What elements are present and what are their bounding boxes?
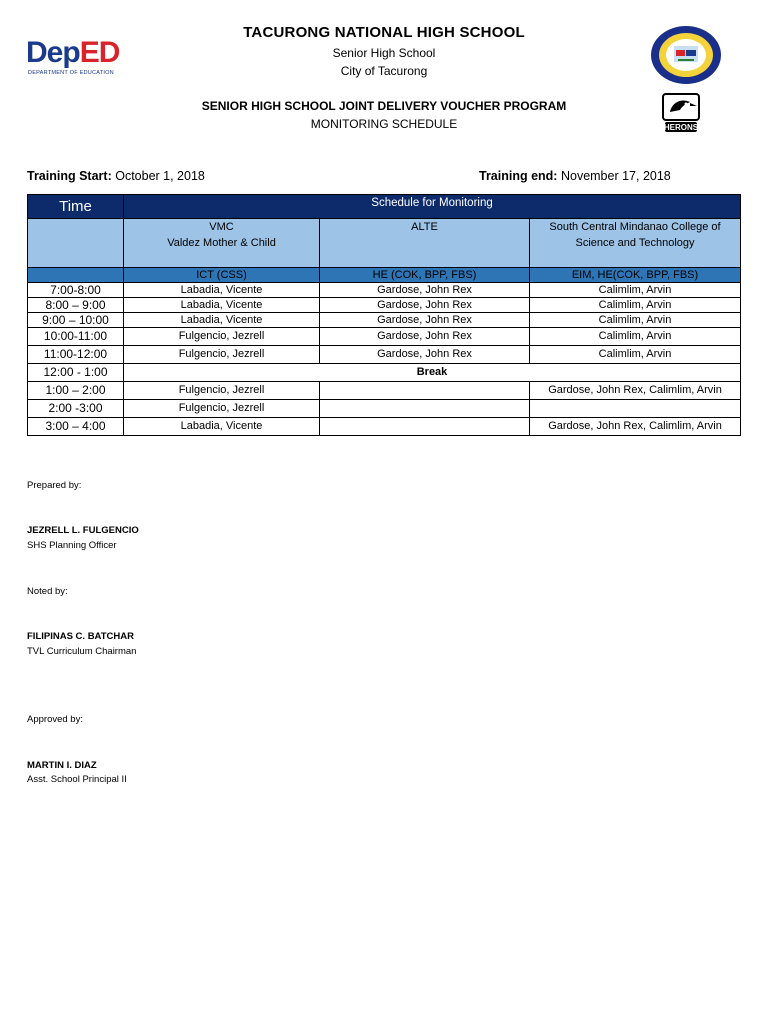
svg-text:HERONS: HERONS xyxy=(663,123,699,132)
training-start-label: Training Start: xyxy=(27,169,112,183)
vmc-monitor-cell: Fulgencio, Jezrell xyxy=(124,382,320,400)
program-eim-he: EIM, HE(COK, BPP, FBS) xyxy=(530,268,741,283)
monitoring-schedule-table xyxy=(27,194,741,436)
time-cell: 10:00-11:00 xyxy=(28,328,124,346)
time-cell: 1:00 – 2:00 xyxy=(28,382,124,400)
program-row xyxy=(28,268,741,283)
table-row xyxy=(28,328,741,346)
vmc-monitor-cell: Fulgencio, Jezrell xyxy=(124,328,320,346)
noted-by-title: TVL Curriculum Chairman xyxy=(27,646,137,657)
alte-monitor-cell: Gardose, John Rex xyxy=(320,313,530,328)
scmcst-monitor-cell: Gardose, John Rex, Calimlim, Arvin xyxy=(530,382,741,400)
time-cell: 7:00-8:00 xyxy=(28,283,124,298)
training-start-value: October 1, 2018 xyxy=(115,169,205,183)
approved-by-title: Asst. School Principal II xyxy=(27,774,127,785)
table-row xyxy=(28,382,741,400)
noted-by-name: FILIPINAS C. BATCHAR xyxy=(27,631,134,642)
scmcst-monitor-cell: Calimlim, Arvin xyxy=(530,298,741,313)
deped-logo-subtext: DEPARTMENT OF EDUCATION xyxy=(28,70,114,76)
noted-by-label: Noted by: xyxy=(27,586,68,597)
schedule-header: Schedule for Monitoring xyxy=(124,195,741,219)
approved-by-name: MARTIN I. DIAZ xyxy=(27,760,97,771)
institution-row xyxy=(28,219,741,268)
scmcst-monitor-cell: Calimlim, Arvin xyxy=(530,328,741,346)
institution-scmcst: South Central Mindanao College of Science and Technology xyxy=(530,219,741,268)
school-city: City of Tacurong xyxy=(340,64,428,78)
school-seal-icon xyxy=(648,24,724,86)
program-he: HE (COK, BPP, FBS) xyxy=(320,268,530,283)
program-time-blank xyxy=(28,268,124,283)
alte-monitor-cell xyxy=(320,418,530,436)
vmc-monitor-cell: Fulgencio, Jezrell xyxy=(124,346,320,364)
vmc-monitor-cell: Labadia, Vicente xyxy=(124,418,320,436)
prepared-by-name: JEZRELL L. FULGENCIO xyxy=(27,525,139,536)
time-cell: 3:00 – 4:00 xyxy=(28,418,124,436)
scmcst-monitor-cell: Calimlim, Arvin xyxy=(530,346,741,364)
scmcst-monitor-cell xyxy=(530,400,741,418)
vmc-monitor-cell: Fulgencio, Jezrell xyxy=(124,400,320,418)
prepared-by-label: Prepared by: xyxy=(27,480,82,491)
vmc-monitor-cell: Labadia, Vicente xyxy=(124,283,320,298)
program-ict: ICT (CSS) xyxy=(124,268,320,283)
alte-monitor-cell: Gardose, John Rex xyxy=(320,298,530,313)
break-cell: Break xyxy=(124,364,741,382)
table-row xyxy=(28,346,741,364)
alte-monitor-cell: Gardose, John Rex xyxy=(320,283,530,298)
school-name: TACURONG NATIONAL HIGH SCHOOL xyxy=(243,24,525,41)
alte-monitor-cell: Gardose, John Rex xyxy=(320,346,530,364)
time-column-header: Time xyxy=(28,195,124,219)
training-end-label: Training end: xyxy=(479,169,558,183)
herons-mascot-icon xyxy=(660,92,702,134)
approved-by-label: Approved by: xyxy=(27,714,83,725)
time-cell: 2:00 -3:00 xyxy=(28,400,124,418)
vmc-monitor-cell: Labadia, Vicente xyxy=(124,313,320,328)
time-cell: 11:00-12:00 xyxy=(28,346,124,364)
alte-monitor-cell xyxy=(320,382,530,400)
table-row xyxy=(28,298,741,313)
vmc-monitor-cell: Labadia, Vicente xyxy=(124,298,320,313)
time-cell: 12:00 - 1:00 xyxy=(28,364,124,382)
scmcst-monitor-cell: Calimlim, Arvin xyxy=(530,283,741,298)
training-end xyxy=(479,169,671,183)
table-row xyxy=(28,400,741,418)
training-end-value: November 17, 2018 xyxy=(560,169,671,183)
school-division: Senior High School xyxy=(332,46,436,60)
alte-monitor-cell xyxy=(320,400,530,418)
training-start xyxy=(27,169,205,183)
scmcst-monitor-cell: Calimlim, Arvin xyxy=(530,313,741,328)
time-cell: 9:00 – 10:00 xyxy=(28,313,124,328)
table-row xyxy=(28,313,741,328)
scmcst-monitor-cell: Gardose, John Rex, Calimlim, Arvin xyxy=(530,418,741,436)
document-subtitle: MONITORING SCHEDULE xyxy=(310,117,458,131)
table-header-row xyxy=(28,195,741,219)
institution-alte: ALTE xyxy=(320,219,530,268)
alte-monitor-cell: Gardose, John Rex xyxy=(320,328,530,346)
institution-vmc: VMC Valdez Mother & Child xyxy=(124,219,320,268)
time-cell: 8:00 – 9:00 xyxy=(28,298,124,313)
institution-time-blank xyxy=(28,219,124,268)
table-row xyxy=(28,418,741,436)
program-title: SENIOR HIGH SCHOOL JOINT DELIVERY VOUCHER PROGRAM xyxy=(201,99,567,113)
table-row xyxy=(28,364,741,382)
table-row xyxy=(28,283,741,298)
prepared-by-title: SHS Planning Officer xyxy=(27,540,117,551)
deped-logo: DepED DEPARTMENT OF EDUCATION xyxy=(26,36,120,76)
